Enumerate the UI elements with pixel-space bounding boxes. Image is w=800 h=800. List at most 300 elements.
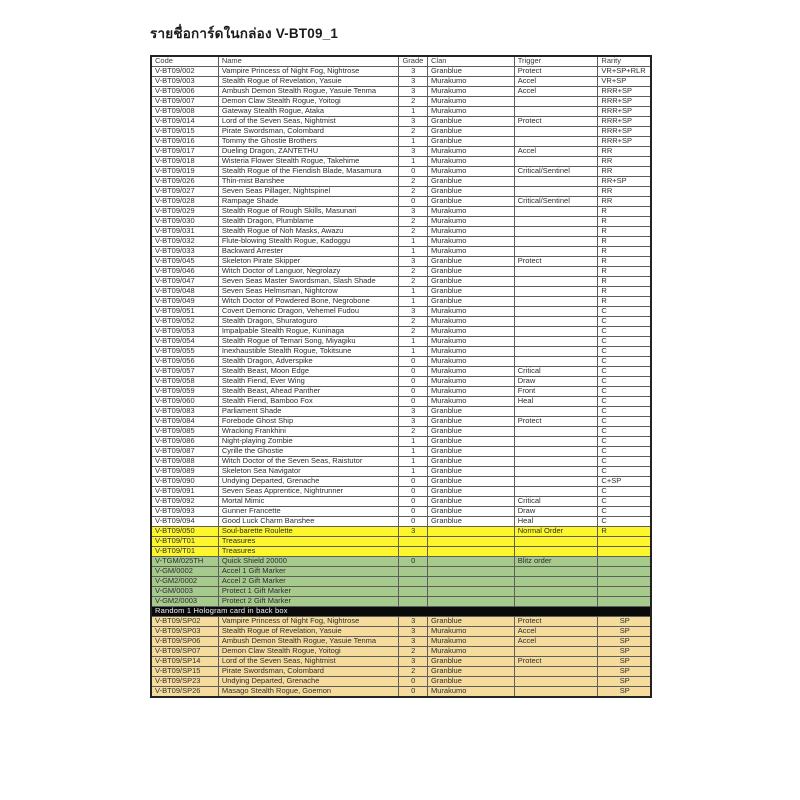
cell-code: V-BT09/029 — [151, 207, 218, 217]
table-row — [151, 407, 651, 417]
cell-grade: 2 — [399, 327, 428, 337]
cell-trigger: Draw — [514, 507, 598, 517]
cell-trigger — [514, 647, 598, 657]
cell-code: V-BT09/SP06 — [151, 637, 218, 647]
cell-grade: 1 — [399, 107, 428, 117]
cell-rarity: R — [598, 267, 651, 277]
table-row — [151, 157, 651, 167]
cell-name: Skeleton Pirate Skipper — [218, 257, 399, 267]
cell-name: Stealth Rogue of Noh Masks, Awazu — [218, 227, 399, 237]
cell-code: V-BT09/T01 — [151, 547, 218, 557]
cell-name: Witch Doctor of the Seven Seas, Raistutor — [218, 457, 399, 467]
cell-rarity — [598, 567, 651, 577]
cell-rarity: R — [598, 247, 651, 257]
cell-grade: 1 — [399, 297, 428, 307]
table-row — [151, 297, 651, 307]
cell-code: V-BT09/094 — [151, 517, 218, 527]
cell-clan: Granblue — [428, 487, 515, 497]
cell-grade: 2 — [399, 177, 428, 187]
table-row — [151, 527, 651, 537]
table-row — [151, 327, 651, 337]
cell-trigger — [514, 597, 598, 607]
cell-rarity: C — [598, 377, 651, 387]
column-header-clan: Clan — [428, 56, 515, 67]
cell-name: Protect 1 Gift Marker — [218, 587, 399, 597]
cell-grade — [399, 577, 428, 587]
cell-clan: Murakumo — [428, 307, 515, 317]
cell-grade: 1 — [399, 287, 428, 297]
cell-grade: 2 — [399, 427, 428, 437]
cell-code: V-BT09/SP07 — [151, 647, 218, 657]
cell-name: Stealth Rogue of Revelation, Yasuie — [218, 77, 399, 87]
cell-rarity: RR — [598, 187, 651, 197]
column-header-code: Code — [151, 56, 218, 67]
cell-rarity: R — [598, 227, 651, 237]
cell-name: Treasures — [218, 547, 399, 557]
cell-trigger — [514, 237, 598, 247]
cell-code: V-BT09/052 — [151, 317, 218, 327]
cell-clan: Granblue — [428, 467, 515, 477]
cell-trigger — [514, 277, 598, 287]
cell-code: V-BT09/018 — [151, 157, 218, 167]
cell-code: V-BT09/007 — [151, 97, 218, 107]
cell-rarity — [598, 547, 651, 557]
cell-rarity: C — [598, 337, 651, 347]
cell-trigger — [514, 177, 598, 187]
cell-code: V-BT09/SP02 — [151, 617, 218, 627]
table-row — [151, 87, 651, 97]
cell-code: V-BT09/019 — [151, 167, 218, 177]
cell-grade: 2 — [399, 187, 428, 197]
cell-code: V-BT09/049 — [151, 297, 218, 307]
cell-clan: Murakumo — [428, 687, 515, 698]
cell-name: Impalpable Stealth Rogue, Kuninaga — [218, 327, 399, 337]
cell-rarity: C — [598, 417, 651, 427]
cell-rarity: C — [598, 307, 651, 317]
cell-trigger — [514, 567, 598, 577]
cell-name: Accel 1 Gift Marker — [218, 567, 399, 577]
cell-clan: Granblue — [428, 427, 515, 437]
cell-rarity: RRR+SP — [598, 137, 651, 147]
table-body — [151, 67, 651, 698]
cell-trigger — [514, 537, 598, 547]
cell-rarity: SP — [598, 657, 651, 667]
cell-trigger — [514, 187, 598, 197]
cell-clan: Murakumo — [428, 227, 515, 237]
cell-name: Ambush Demon Stealth Rogue, Yasuie Tenma — [218, 637, 399, 647]
cell-code: V-BT09/016 — [151, 137, 218, 147]
cell-clan — [428, 567, 515, 577]
cell-trigger: Normal Order — [514, 527, 598, 537]
cell-trigger: Protect — [514, 617, 598, 627]
cell-code: V-BT09/SP03 — [151, 627, 218, 637]
cell-clan — [428, 537, 515, 547]
table-row — [151, 167, 651, 177]
cell-code: V-BT09/033 — [151, 247, 218, 257]
cell-grade: 3 — [399, 657, 428, 667]
cell-rarity: C — [598, 407, 651, 417]
cell-name: Mortal Mimic — [218, 497, 399, 507]
cell-clan: Granblue — [428, 457, 515, 467]
cell-name: Pirate Swordsman, Colombard — [218, 127, 399, 137]
table-row — [151, 447, 651, 457]
cell-code: V-GM/0003 — [151, 587, 218, 597]
cell-trigger — [514, 407, 598, 417]
cell-grade: 2 — [399, 127, 428, 137]
cell-rarity: SP — [598, 617, 651, 627]
table-row — [151, 247, 651, 257]
cell-name: Stealth Beast, Ahead Panther — [218, 387, 399, 397]
cell-trigger: Critical/Sentinel — [514, 197, 598, 207]
cell-clan: Murakumo — [428, 647, 515, 657]
cell-rarity: R — [598, 237, 651, 247]
cell-rarity: RRR+SP — [598, 87, 651, 97]
cell-name: Seven Seas Helmsman, Nightcrow — [218, 287, 399, 297]
cell-trigger — [514, 217, 598, 227]
table-row — [151, 417, 651, 427]
hologram-banner-text: Random 1 Hologram card in back box — [151, 607, 651, 617]
cell-name: Witch Doctor of Powdered Bone, Negrobone — [218, 297, 399, 307]
cell-rarity: RRR+SP — [598, 97, 651, 107]
table-row — [151, 557, 651, 567]
cell-rarity: C — [598, 427, 651, 437]
cell-grade: 2 — [399, 227, 428, 237]
cell-clan — [428, 577, 515, 587]
cell-trigger — [514, 357, 598, 367]
cell-rarity: SP — [598, 647, 651, 657]
cell-clan: Murakumo — [428, 327, 515, 337]
table-row — [151, 287, 651, 297]
cell-grade: 3 — [399, 627, 428, 637]
cell-grade: 3 — [399, 307, 428, 317]
cell-name: Stealth Fiend, Ever Wing — [218, 377, 399, 387]
cell-clan: Granblue — [428, 667, 515, 677]
cell-name: Seven Seas Master Swordsman, Slash Shade — [218, 277, 399, 287]
cell-name: Ambush Demon Stealth Rogue, Yasuie Tenma — [218, 87, 399, 97]
cell-rarity: R — [598, 287, 651, 297]
cell-code: V-BT09/051 — [151, 307, 218, 317]
cell-rarity: C — [598, 507, 651, 517]
cell-trigger — [514, 107, 598, 117]
cell-trigger — [514, 137, 598, 147]
cell-rarity: R — [598, 527, 651, 537]
cell-trigger — [514, 437, 598, 447]
column-header-grade: Grade — [399, 56, 428, 67]
cell-trigger — [514, 447, 598, 457]
cell-trigger: Protect — [514, 67, 598, 77]
cell-trigger — [514, 247, 598, 257]
cell-code: V-BT09/006 — [151, 87, 218, 97]
cell-grade: 0 — [399, 497, 428, 507]
cell-code: V-BT09/031 — [151, 227, 218, 237]
cell-trigger — [514, 457, 598, 467]
cell-rarity: RR+SP — [598, 177, 651, 187]
cell-grade: 0 — [399, 377, 428, 387]
cell-code: V-BT09/030 — [151, 217, 218, 227]
cell-code: V-TGM/025TH — [151, 557, 218, 567]
cell-code: V-GM/0002 — [151, 567, 218, 577]
cell-grade — [399, 537, 428, 547]
cell-trigger — [514, 267, 598, 277]
cell-grade: 3 — [399, 617, 428, 627]
table-row — [151, 577, 651, 587]
cell-grade: 3 — [399, 417, 428, 427]
cell-code: V-BT09/028 — [151, 197, 218, 207]
cell-clan: Murakumo — [428, 217, 515, 227]
table-row — [151, 347, 651, 357]
cell-clan: Murakumo — [428, 367, 515, 377]
cell-rarity: VR+SP — [598, 77, 651, 87]
cell-trigger: Accel — [514, 147, 598, 157]
column-header-trigger: Trigger — [514, 56, 598, 67]
cell-code: V-BT09/058 — [151, 377, 218, 387]
table-row — [151, 187, 651, 197]
cell-clan: Granblue — [428, 257, 515, 267]
cell-rarity: C — [598, 367, 651, 377]
cell-clan: Murakumo — [428, 397, 515, 407]
cell-name: Seven Seas Apprentice, Nightrunner — [218, 487, 399, 497]
cell-clan: Granblue — [428, 197, 515, 207]
cell-grade: 0 — [399, 677, 428, 687]
cell-clan: Granblue — [428, 297, 515, 307]
cell-name: Soul-barette Roulette — [218, 527, 399, 537]
cell-grade: 2 — [399, 267, 428, 277]
cell-name: Skeleton Sea Navigator — [218, 467, 399, 477]
cell-name: Tommy the Ghostie Brothers — [218, 137, 399, 147]
table-row — [151, 67, 651, 77]
cell-grade — [399, 547, 428, 557]
cell-rarity: C — [598, 467, 651, 477]
table-row — [151, 77, 651, 87]
cell-clan — [428, 547, 515, 557]
cell-grade: 1 — [399, 467, 428, 477]
cell-name: Undying Departed, Grenache — [218, 477, 399, 487]
cell-code: V-BT09/090 — [151, 477, 218, 487]
table-row — [151, 687, 651, 698]
cell-name: Cyrille the Ghostie — [218, 447, 399, 457]
cell-name: Masago Stealth Rogue, Goemon — [218, 687, 399, 698]
cell-trigger — [514, 587, 598, 597]
cell-trigger — [514, 307, 598, 317]
cell-rarity: R — [598, 207, 651, 217]
cell-code: V-BT09/002 — [151, 67, 218, 77]
cell-rarity: C — [598, 357, 651, 367]
cell-trigger — [514, 127, 598, 137]
cell-trigger: Blitz order — [514, 557, 598, 567]
cell-clan: Murakumo — [428, 147, 515, 157]
table-row — [151, 197, 651, 207]
cell-grade: 0 — [399, 557, 428, 567]
cell-trigger — [514, 667, 598, 677]
cell-grade: 3 — [399, 77, 428, 87]
cell-name: Wisteria Flower Stealth Rogue, Takehime — [218, 157, 399, 167]
cell-name: Stealth Beast, Moon Edge — [218, 367, 399, 377]
cell-trigger: Critical/Sentinel — [514, 167, 598, 177]
cell-grade: 0 — [399, 477, 428, 487]
table-row — [151, 267, 651, 277]
cell-clan — [428, 527, 515, 537]
cell-clan: Granblue — [428, 477, 515, 487]
cell-clan: Murakumo — [428, 237, 515, 247]
table-row — [151, 657, 651, 667]
table-row — [151, 117, 651, 127]
cell-rarity: SP — [598, 667, 651, 677]
cell-code: V-BT09/093 — [151, 507, 218, 517]
cell-grade: 3 — [399, 67, 428, 77]
table-row — [151, 627, 651, 637]
cell-rarity: RR — [598, 147, 651, 157]
cell-name: Seven Seas Pillager, Nightspinel — [218, 187, 399, 197]
cell-grade: 0 — [399, 517, 428, 527]
cell-trigger — [514, 427, 598, 437]
table-row — [151, 97, 651, 107]
cell-name: Covert Demonic Dragon, Vehemel Fudou — [218, 307, 399, 317]
cell-rarity — [598, 557, 651, 567]
table-row — [151, 437, 651, 447]
card-list-sheet — [150, 22, 660, 698]
cell-code: V-BT09/091 — [151, 487, 218, 497]
table-row — [151, 147, 651, 157]
cell-trigger: Protect — [514, 657, 598, 667]
cell-trigger — [514, 327, 598, 337]
cell-rarity: R — [598, 217, 651, 227]
cell-name: Stealth Rogue of Temari Song, Miyagiku — [218, 337, 399, 347]
cell-clan: Granblue — [428, 517, 515, 527]
cell-grade: 2 — [399, 317, 428, 327]
cell-grade: 2 — [399, 277, 428, 287]
cell-clan: Murakumo — [428, 207, 515, 217]
cell-rarity: C — [598, 397, 651, 407]
cell-code: V-BT09/060 — [151, 397, 218, 407]
table-row — [151, 237, 651, 247]
cell-rarity — [598, 597, 651, 607]
cell-code: V-BT09/014 — [151, 117, 218, 127]
cell-rarity: C — [598, 327, 651, 337]
cell-grade: 1 — [399, 447, 428, 457]
cell-grade — [399, 587, 428, 597]
cell-code: V-BT09/T01 — [151, 537, 218, 547]
cell-clan: Granblue — [428, 267, 515, 277]
table-row — [151, 177, 651, 187]
cell-code: V-BT09/086 — [151, 437, 218, 447]
cell-clan: Murakumo — [428, 637, 515, 647]
cell-code: V-BT09/055 — [151, 347, 218, 357]
cell-grade: 0 — [399, 357, 428, 367]
cell-trigger — [514, 477, 598, 487]
cell-clan — [428, 557, 515, 567]
cell-rarity: RR — [598, 157, 651, 167]
cell-trigger — [514, 577, 598, 587]
cell-clan: Granblue — [428, 507, 515, 517]
cell-rarity: RRR+SP — [598, 117, 651, 127]
table-row — [151, 667, 651, 677]
cell-name: Wracking Frankhini — [218, 427, 399, 437]
cell-grade: 3 — [399, 87, 428, 97]
cell-clan: Granblue — [428, 407, 515, 417]
cell-rarity: C+SP — [598, 477, 651, 487]
cell-trigger — [514, 677, 598, 687]
cell-code: V-GM2/0003 — [151, 597, 218, 607]
cell-trigger: Protect — [514, 417, 598, 427]
cell-code: V-BT09/046 — [151, 267, 218, 277]
cell-trigger: Front — [514, 387, 598, 397]
column-header-rarity: Rarity — [598, 56, 651, 67]
cell-trigger: Accel — [514, 77, 598, 87]
cell-code: V-BT09/083 — [151, 407, 218, 417]
table-row — [151, 337, 651, 347]
table-row — [151, 357, 651, 367]
cell-code: V-BT09/085 — [151, 427, 218, 437]
cell-grade: 1 — [399, 347, 428, 357]
cell-name: Lord of the Seven Seas, Nightmist — [218, 657, 399, 667]
cell-trigger — [514, 337, 598, 347]
cell-rarity — [598, 577, 651, 587]
cell-name: Rampage Shade — [218, 197, 399, 207]
cell-rarity: RRR+SP — [598, 127, 651, 137]
cell-trigger: Critical — [514, 497, 598, 507]
cell-clan: Granblue — [428, 447, 515, 457]
cell-clan: Murakumo — [428, 627, 515, 637]
cell-grade: 0 — [399, 397, 428, 407]
cell-grade: 0 — [399, 367, 428, 377]
cell-rarity: C — [598, 437, 651, 447]
cell-clan: Murakumo — [428, 387, 515, 397]
table-row — [151, 387, 651, 397]
table-row — [151, 207, 651, 217]
cell-name: Stealth Dragon, Plumblame — [218, 217, 399, 227]
cell-rarity — [598, 587, 651, 597]
cell-code: V-BT09/026 — [151, 177, 218, 187]
cell-name: Night-playing Zombie — [218, 437, 399, 447]
cell-clan: Murakumo — [428, 167, 515, 177]
cell-code: V-BT09/059 — [151, 387, 218, 397]
cell-rarity: VR+SP+RLR — [598, 67, 651, 77]
cell-clan: Murakumo — [428, 157, 515, 167]
cell-grade: 2 — [399, 97, 428, 107]
cell-grade: 3 — [399, 257, 428, 267]
cell-name: Stealth Rogue of Revelation, Yasuie — [218, 627, 399, 637]
cell-name: Lord of the Seven Seas, Nightmist — [218, 117, 399, 127]
cell-code: V-BT09/084 — [151, 417, 218, 427]
cell-trigger: Heal — [514, 517, 598, 527]
cell-clan: Murakumo — [428, 87, 515, 97]
table-header — [151, 56, 651, 67]
cell-clan: Granblue — [428, 657, 515, 667]
cell-rarity: SP — [598, 637, 651, 647]
cell-trigger: Accel — [514, 87, 598, 97]
table-row — [151, 497, 651, 507]
cell-grade: 1 — [399, 157, 428, 167]
cell-name: Stealth Dragon, Shuratoguro — [218, 317, 399, 327]
cell-name: Treasures — [218, 537, 399, 547]
cell-trigger: Draw — [514, 377, 598, 387]
cell-code: V-BT09/SP14 — [151, 657, 218, 667]
cell-code: V-BT09/088 — [151, 457, 218, 467]
cell-clan — [428, 587, 515, 597]
table-row — [151, 317, 651, 327]
cell-code: V-BT09/SP26 — [151, 687, 218, 698]
cell-name: Dueling Dragon, ZANTETHU — [218, 147, 399, 157]
cell-clan: Murakumo — [428, 97, 515, 107]
cell-trigger — [514, 347, 598, 357]
table-row — [151, 397, 651, 407]
cell-clan: Granblue — [428, 67, 515, 77]
cell-clan: Murakumo — [428, 377, 515, 387]
cell-name: Gunner Francette — [218, 507, 399, 517]
cell-trigger — [514, 547, 598, 557]
cell-code: V-BT09/048 — [151, 287, 218, 297]
cell-name: Stealth Rogue of the Fiendish Blade, Masamura — [218, 167, 399, 177]
